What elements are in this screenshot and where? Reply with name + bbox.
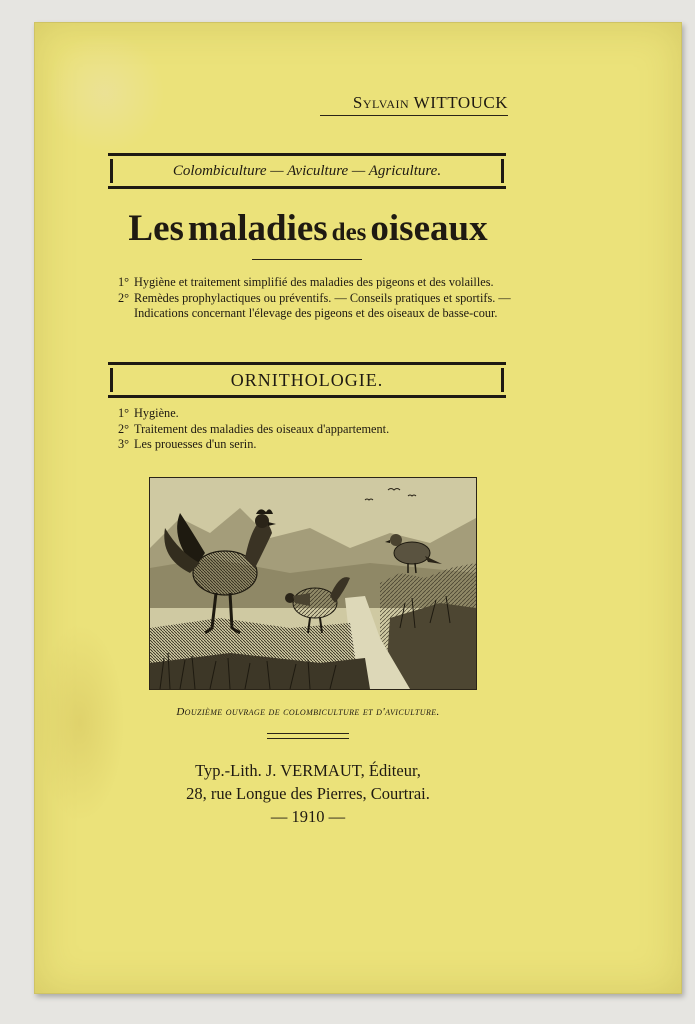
subjects-banner (108, 153, 506, 189)
contents-list (118, 275, 513, 322)
publisher-line: Typ.-Lith. J. VERMAUT, Éditeur, (195, 761, 421, 780)
subjects-text: Colombiculture — Aviculture — Agriculture. (172, 163, 442, 179)
list-item: 2° Traitement des maladies des oiseaux d'appartement. (118, 421, 390, 436)
list-item: 3° Les prouesses d'un serin. (118, 437, 257, 451)
author-name: Sylvain WITTOUCK (320, 93, 508, 116)
poultry-engraving (149, 477, 477, 690)
list-item: 2° Remèdes prophylactiques ou préventifs. — Conseils pratiques et sportifs. — Indications concernant l'élevage des pigeons et des oiseaux de basse-cour. (118, 290, 511, 320)
list-item: 1° Hygiène et traitement simplifié des maladies des pigeons et des volailles. (118, 275, 494, 289)
section-heading: ORNITHOLOGIE. (230, 370, 384, 390)
title-word: Les (128, 208, 184, 249)
title-word: oiseaux (370, 208, 488, 249)
publisher-address: 28, rue Longue des Pierres, Courtrai. (186, 784, 430, 803)
book-title (108, 207, 508, 250)
title-word: des (331, 219, 367, 246)
divider (252, 259, 362, 260)
section-banner (108, 362, 506, 398)
publication-year: — 1910 — (270, 807, 346, 826)
double-rule (267, 733, 349, 739)
ornithology-list (118, 406, 513, 453)
paper-stain (45, 33, 165, 153)
title-word: maladies (187, 208, 328, 249)
caption: Douzième ouvrage de colombiculture et d'aviculture. (176, 706, 440, 718)
list-item: 1° Hygiène. (118, 406, 179, 420)
